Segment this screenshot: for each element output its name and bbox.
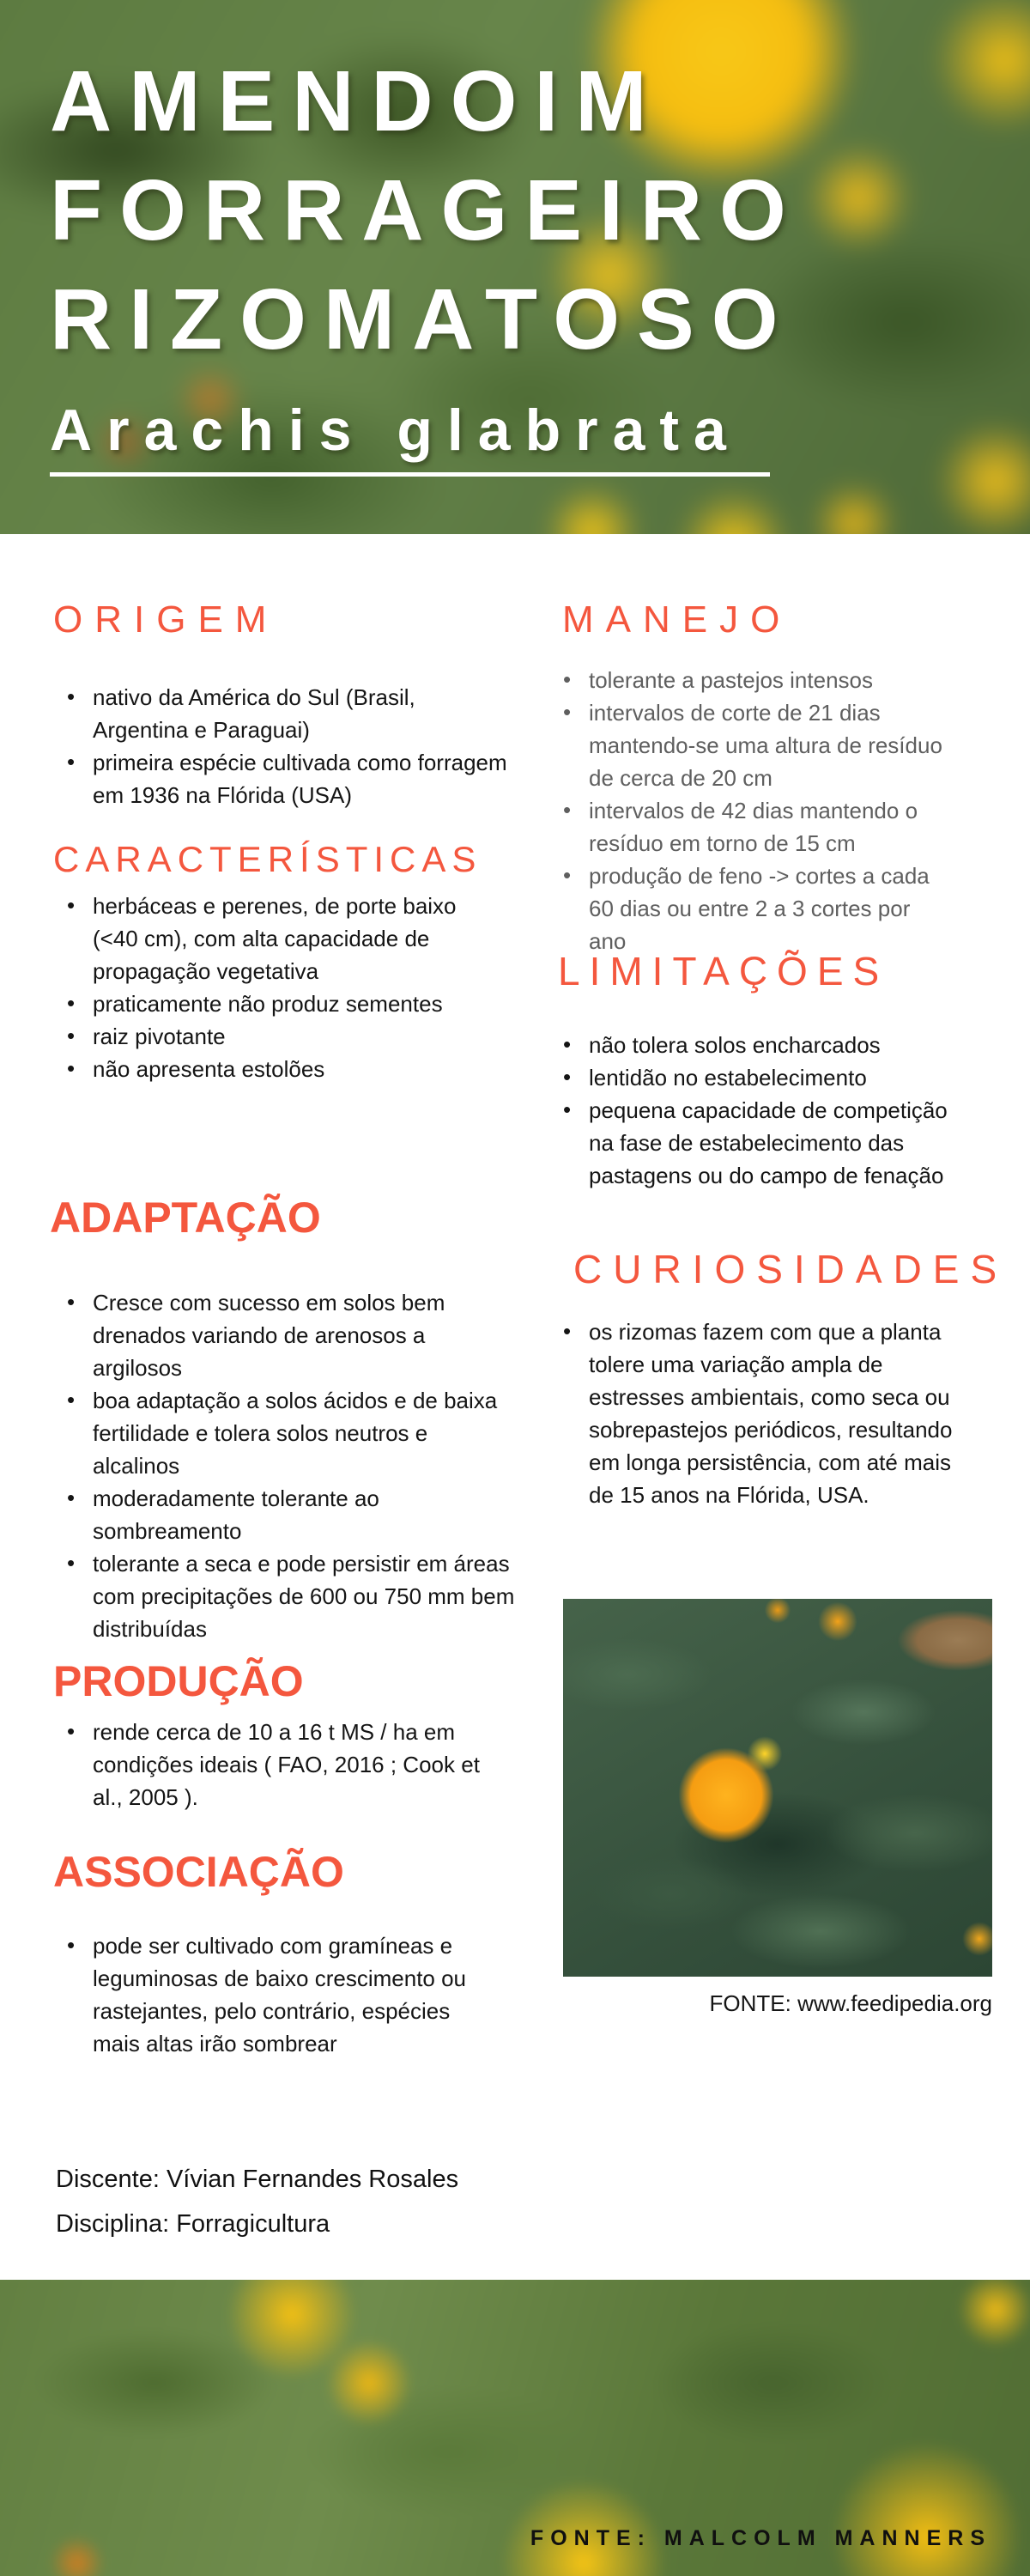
credits-discipline: Disciplina: Forragicultura — [56, 2210, 330, 2238]
bullet-item: • moderadamente tolerante ao sombreamento — [60, 1482, 519, 1547]
bullet-item: • intervalos de corte de 21 dias mantendo-se uma altura de resíduo de cerca de 20 cm — [556, 696, 947, 794]
bullet-item: • praticamente não produz sementes — [60, 987, 506, 1020]
footer-source-caption: FONTE: MALCOLM MANNERS — [530, 2526, 991, 2550]
bullet-item: • lentidão no estabelecimento — [556, 1061, 964, 1094]
bullet-item: • não tolera solos encharcados — [556, 1029, 964, 1061]
bullet-item: • rende cerca de 10 a 16 t MS / ha em condições ideais ( FAO, 2016 ; Cook et al., 2005 ). — [60, 1716, 494, 1814]
bullet-item: • tolerante a seca e pode persistir em áreas com precipitações de 600 ou 750 mm bem distribuídas — [60, 1547, 519, 1645]
bullet-item: • tolerante a pastejos intensos — [556, 664, 947, 696]
bullet-item: • os rizomas fazem com que a planta tolere uma variação ampla de estresses ambientais, como seca ou sobrepastejos periódicos, resultando em longa persistência, com até mais de 15 anos na Flórida, USA. — [556, 1315, 977, 1511]
bullet-item: • não apresenta estolões — [60, 1053, 506, 1085]
bullet-item: • pequena capacidade de competição na fase de estabelecimento das pastagens ou do campo de fenação — [556, 1094, 964, 1192]
producao-bullet-list — [60, 1716, 494, 1814]
section-heading-limitacoes: LIMITAÇÕES — [558, 949, 889, 993]
section-heading-producao: PRODUÇÃO — [53, 1657, 304, 1705]
bullet-item: • pode ser cultivado com gramíneas e leguminosas de baixo crescimento ou rastejantes, pelo contrário, espécies mais altas irão sombrear — [60, 1929, 502, 2060]
title-line-3: RIZOMATOSO — [50, 271, 796, 368]
footer-photo — [0, 2280, 1030, 2576]
limitacoes-bullet-list — [556, 1029, 964, 1192]
page-title — [50, 47, 803, 374]
bullet-item: • Cresce com sucesso em solos bem drenados variando de arenosos a argilosos — [60, 1286, 519, 1384]
bullet-item: • boa adaptação a solos ácidos e de baixa fertilidade e tolera solos neutros e alcalinos — [60, 1384, 519, 1482]
section-heading-origem: ORIGEM — [53, 598, 279, 641]
origem-bullet-list — [60, 681, 511, 811]
hero-header — [0, 0, 1030, 534]
section-heading-associacao: ASSOCIAÇÃO — [53, 1848, 344, 1896]
section-heading-curiosidades: CURIOSIDADES — [573, 1247, 1009, 1291]
bullet-item: • produção de feno -> cortes a cada 60 dias ou entre 2 a 3 cortes por ano — [556, 860, 947, 957]
credits-block — [56, 2157, 458, 2246]
title-line-1: AMENDOIM — [50, 53, 664, 149]
adaptacao-bullet-list — [60, 1286, 519, 1645]
bullet-item: • raiz pivotante — [60, 1020, 506, 1053]
title-line-2: FORRAGEIRO — [50, 162, 803, 258]
caracteristicas-bullet-list — [60, 890, 506, 1085]
associacao-bullet-list — [60, 1929, 502, 2060]
manejo-bullet-list — [556, 664, 947, 957]
curiosidades-bullet-list — [556, 1315, 977, 1511]
bullet-item: • nativo da América do Sul (Brasil, Argentina e Paraguai) — [60, 681, 511, 746]
bullet-item: • herbáceas e perenes, de porte baixo (<40 cm), com alta capacidade de propagação vegetativa — [60, 890, 506, 987]
bullet-item: • primeira espécie cultivada como forragem em 1936 na Flórida (USA) — [60, 746, 511, 811]
credits-student: Discente: Vívian Fernandes Rosales — [56, 2166, 459, 2193]
species-name: Arachis glabrata — [50, 397, 770, 477]
section-heading-adaptacao: ADAPTAÇÃO — [50, 1194, 321, 1242]
section-heading-manejo: MANEJO — [562, 598, 792, 641]
bullet-item: • intervalos de 42 dias mantendo o resíduo em torno de 15 cm — [556, 794, 947, 860]
plant-photo — [563, 1599, 992, 1977]
section-heading-caracteristicas: CARACTERÍSTICAS — [53, 839, 482, 879]
photo-source-caption: FONTE: www.feedipedia.org — [709, 1990, 992, 2016]
